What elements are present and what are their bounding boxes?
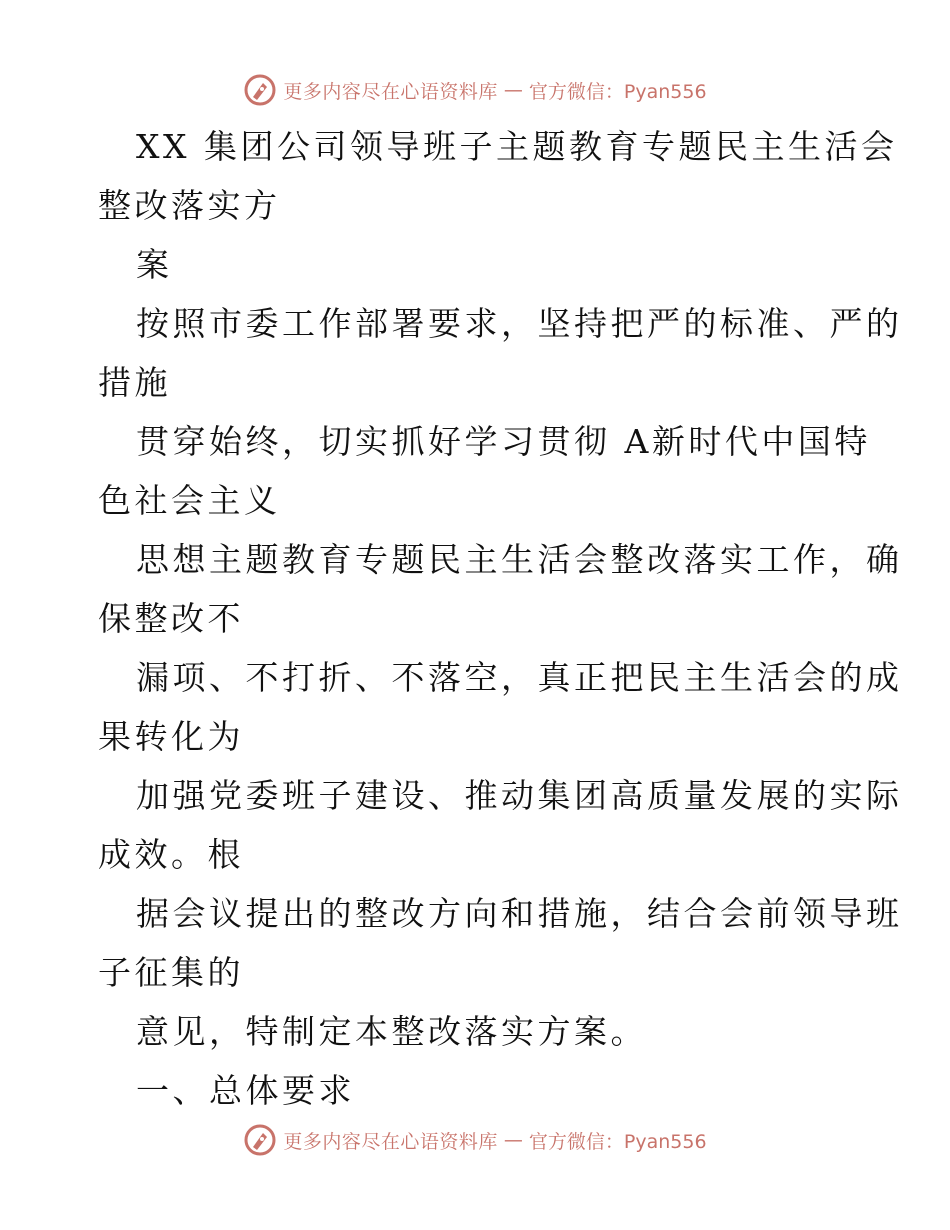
doc-title-line-2: 整改落实方 <box>98 186 281 225</box>
watermark-account: 官方微信：Pyan556 <box>528 1130 707 1153</box>
watermark-separator: — <box>503 79 523 101</box>
doc-paragraph-line: 贯穿始终，切实抓好学习贯彻 A新时代中国特 <box>136 422 871 461</box>
doc-title-line-3: 案 <box>136 245 173 284</box>
watermark-header <box>0 70 950 110</box>
doc-paragraph-line: 漏项、不打折、不落空，真正把民主生活会的成 <box>136 658 903 697</box>
doc-paragraph-line: 子征集的 <box>98 953 244 992</box>
doc-section-heading: 一、总体要求 <box>136 1071 355 1110</box>
watermark-account: 官方微信：Pyan556 <box>528 80 707 103</box>
doc-paragraph-line: 按照市委工作部署要求，坚持把严的标准、严的 <box>136 304 903 343</box>
doc-paragraph-line: 据会议提出的整改方向和措施，结合会前领导班 <box>136 894 903 933</box>
doc-paragraph-line: 思想主题教育专题民主生活会整改落实工作，确 <box>136 540 903 579</box>
doc-paragraph-line: 保整改不 <box>98 599 244 638</box>
doc-paragraph-line: 成效。根 <box>98 835 244 874</box>
doc-paragraph-line: 意见，特制定本整改落实方案。 <box>136 1012 647 1051</box>
doc-paragraph-line: 加强党委班子建设、推动集团高质量发展的实际 <box>136 776 903 815</box>
watermark-text: 更多内容尽在心语资料库 <box>283 80 498 103</box>
watermark-text: 更多内容尽在心语资料库 <box>283 1130 498 1153</box>
doc-title-line-1: XX 集团公司领导班子主题教育专题民主生活会 <box>136 127 898 166</box>
doc-paragraph-line: 色社会主义 <box>98 481 281 520</box>
watermark-separator: — <box>503 1129 523 1151</box>
pen-nib-logo-icon <box>243 73 277 107</box>
pen-nib-logo-icon <box>243 1123 277 1157</box>
doc-paragraph-line: 措施 <box>98 363 171 402</box>
doc-paragraph-line: 果转化为 <box>98 717 244 756</box>
watermark-footer <box>0 1120 950 1160</box>
